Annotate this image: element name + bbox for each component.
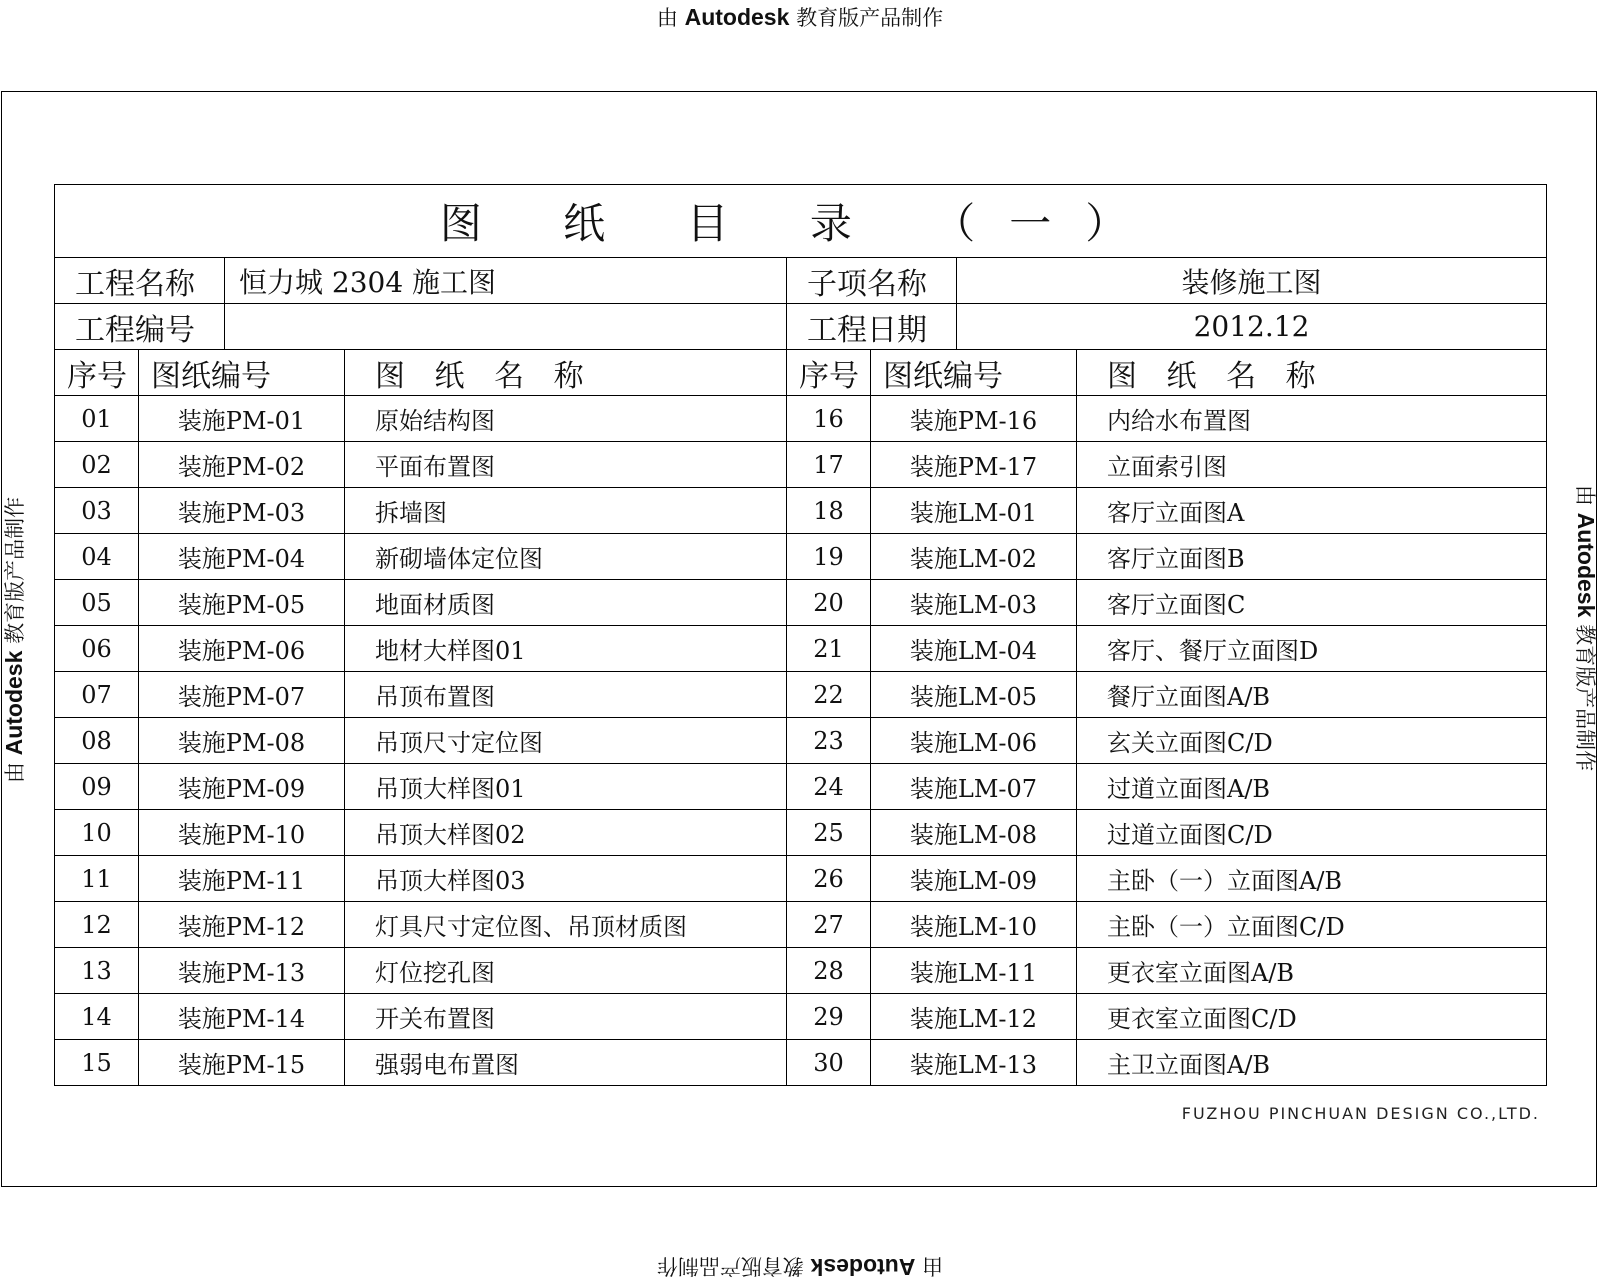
seq-right-cell: 22 [787, 672, 871, 718]
code-left-cell: 装施PM-06 [139, 626, 345, 672]
code-right-cell: 装施LM-01 [871, 488, 1077, 534]
watermark-top: 由 Autodesk 教育版产品制作 [656, 4, 944, 30]
name-right-cell: 餐厅立面图A/B [1077, 672, 1547, 718]
seq-left-cell: 05 [55, 580, 139, 626]
header-seq-right: 序号 [787, 350, 871, 396]
seq-left-cell: 14 [55, 994, 139, 1040]
seq-right-cell: 20 [787, 580, 871, 626]
name-left-cell: 开关布置图 [345, 994, 787, 1040]
table-row [55, 856, 1547, 902]
name-left-cell: 拆墙图 [345, 488, 787, 534]
name-right-cell: 更衣室立面图A/B [1077, 948, 1547, 994]
code-left-cell: 装施PM-14 [139, 994, 345, 1040]
code-right-cell: 装施LM-05 [871, 672, 1077, 718]
seq-right-cell: 18 [787, 488, 871, 534]
code-left-cell: 装施PM-07 [139, 672, 345, 718]
code-left-cell: 装施PM-10 [139, 810, 345, 856]
name-left-cell: 平面布置图 [345, 442, 787, 488]
watermark-right: 由 Autodesk 教育版产品制作 [1573, 484, 1599, 772]
seq-left-cell: 08 [55, 718, 139, 764]
code-left-cell: 装施PM-15 [139, 1040, 345, 1086]
seq-right-cell: 26 [787, 856, 871, 902]
title-row [55, 185, 1547, 258]
code-right-cell: 装施LM-04 [871, 626, 1077, 672]
seq-left-cell: 09 [55, 764, 139, 810]
project-number-label: 工程编号 [55, 304, 225, 350]
name-left-cell: 新砌墙体定位图 [345, 534, 787, 580]
table-row [55, 534, 1547, 580]
seq-left-cell: 11 [55, 856, 139, 902]
name-left-cell: 灯具尺寸定位图、吊顶材质图 [345, 902, 787, 948]
drawing-index-table [54, 184, 1547, 1086]
name-right-cell: 客厅立面图B [1077, 534, 1547, 580]
code-left-cell: 装施PM-11 [139, 856, 345, 902]
project-name-row [55, 258, 1547, 304]
table-row [55, 948, 1547, 994]
project-number-row [55, 304, 1547, 350]
seq-left-cell: 13 [55, 948, 139, 994]
code-right-cell: 装施LM-02 [871, 534, 1077, 580]
code-right-cell: 装施LM-08 [871, 810, 1077, 856]
subitem-name-label: 子项名称 [787, 258, 957, 304]
table-row [55, 810, 1547, 856]
code-right-cell: 装施PM-16 [871, 396, 1077, 442]
name-left-cell: 吊顶大样图03 [345, 856, 787, 902]
code-right-cell: 装施LM-03 [871, 580, 1077, 626]
name-left-cell: 吊顶布置图 [345, 672, 787, 718]
table-row [55, 994, 1547, 1040]
name-right-cell: 内给水布置图 [1077, 396, 1547, 442]
seq-right-cell: 29 [787, 994, 871, 1040]
name-right-cell: 客厅、餐厅立面图D [1077, 626, 1547, 672]
name-left-cell: 灯位挖孔图 [345, 948, 787, 994]
code-right-cell: 装施LM-13 [871, 1040, 1077, 1086]
code-left-cell: 装施PM-02 [139, 442, 345, 488]
code-right-cell: 装施LM-12 [871, 994, 1077, 1040]
name-left-cell: 地材大样图01 [345, 626, 787, 672]
name-right-cell: 过道立面图C/D [1077, 810, 1547, 856]
seq-right-cell: 23 [787, 718, 871, 764]
code-left-cell: 装施PM-08 [139, 718, 345, 764]
header-code-right: 图纸编号 [871, 350, 1077, 396]
seq-left-cell: 15 [55, 1040, 139, 1086]
seq-left-cell: 10 [55, 810, 139, 856]
seq-left-cell: 01 [55, 396, 139, 442]
table-row [55, 396, 1547, 442]
name-left-cell: 吊顶尺寸定位图 [345, 718, 787, 764]
seq-left-cell: 07 [55, 672, 139, 718]
project-name-value: 恒力城 2304 施工图 [225, 258, 787, 304]
drawing-index-sheet [54, 184, 1546, 1090]
seq-left-cell: 03 [55, 488, 139, 534]
name-left-cell: 强弱电布置图 [345, 1040, 787, 1086]
table-row [55, 626, 1547, 672]
table-row [55, 1040, 1547, 1086]
seq-left-cell: 12 [55, 902, 139, 948]
code-left-cell: 装施PM-09 [139, 764, 345, 810]
table-row [55, 580, 1547, 626]
code-right-cell: 装施LM-07 [871, 764, 1077, 810]
table-row [55, 488, 1547, 534]
project-date-value: 2012.12 [957, 304, 1547, 350]
table-row [55, 764, 1547, 810]
code-left-cell: 装施PM-01 [139, 396, 345, 442]
code-right-cell: 装施LM-11 [871, 948, 1077, 994]
code-right-cell: 装施LM-06 [871, 718, 1077, 764]
watermark-bottom: 由 Autodesk 教育版产品制作 [656, 1254, 944, 1280]
seq-right-cell: 21 [787, 626, 871, 672]
table-row [55, 672, 1547, 718]
seq-right-cell: 16 [787, 396, 871, 442]
seq-left-cell: 02 [55, 442, 139, 488]
seq-right-cell: 19 [787, 534, 871, 580]
name-left-cell: 地面材质图 [345, 580, 787, 626]
table-row [55, 442, 1547, 488]
code-right-cell: 装施LM-10 [871, 902, 1077, 948]
name-right-cell: 客厅立面图A [1077, 488, 1547, 534]
code-left-cell: 装施PM-12 [139, 902, 345, 948]
header-name-left: 图 纸 名 称 [345, 350, 787, 396]
name-left-cell: 吊顶大样图02 [345, 810, 787, 856]
seq-left-cell: 04 [55, 534, 139, 580]
name-right-cell: 玄关立面图C/D [1077, 718, 1547, 764]
seq-right-cell: 25 [787, 810, 871, 856]
header-name-right: 图 纸 名 称 [1077, 350, 1547, 396]
seq-right-cell: 27 [787, 902, 871, 948]
name-right-cell: 客厅立面图C [1077, 580, 1547, 626]
seq-right-cell: 30 [787, 1040, 871, 1086]
name-left-cell: 原始结构图 [345, 396, 787, 442]
name-right-cell: 过道立面图A/B [1077, 764, 1547, 810]
seq-right-cell: 28 [787, 948, 871, 994]
code-left-cell: 装施PM-13 [139, 948, 345, 994]
column-header-row [55, 350, 1547, 396]
code-left-cell: 装施PM-03 [139, 488, 345, 534]
header-code-left: 图纸编号 [139, 350, 345, 396]
name-right-cell: 主卧（一）立面图A/B [1077, 856, 1547, 902]
code-left-cell: 装施PM-05 [139, 580, 345, 626]
name-left-cell: 吊顶大样图01 [345, 764, 787, 810]
header-seq-left: 序号 [55, 350, 139, 396]
seq-right-cell: 17 [787, 442, 871, 488]
code-left-cell: 装施PM-04 [139, 534, 345, 580]
project-number-value [225, 304, 787, 350]
name-right-cell: 更衣室立面图C/D [1077, 994, 1547, 1040]
name-right-cell: 立面索引图 [1077, 442, 1547, 488]
table-row [55, 902, 1547, 948]
watermark-left: 由 Autodesk 教育版产品制作 [1, 496, 27, 784]
seq-left-cell: 06 [55, 626, 139, 672]
code-right-cell: 装施PM-17 [871, 442, 1077, 488]
name-right-cell: 主卧（一）立面图C/D [1077, 902, 1547, 948]
table-row [55, 718, 1547, 764]
subitem-name-value: 装修施工图 [957, 258, 1547, 304]
project-date-label: 工程日期 [787, 304, 957, 350]
name-right-cell: 主卫立面图A/B [1077, 1040, 1547, 1086]
project-name-label: 工程名称 [55, 258, 225, 304]
page-title: 图 纸 目 录 （一） [55, 185, 1547, 258]
seq-right-cell: 24 [787, 764, 871, 810]
company-name: FUZHOU PINCHUAN DESIGN CO.,LTD. [1181, 1104, 1540, 1123]
code-right-cell: 装施LM-09 [871, 856, 1077, 902]
